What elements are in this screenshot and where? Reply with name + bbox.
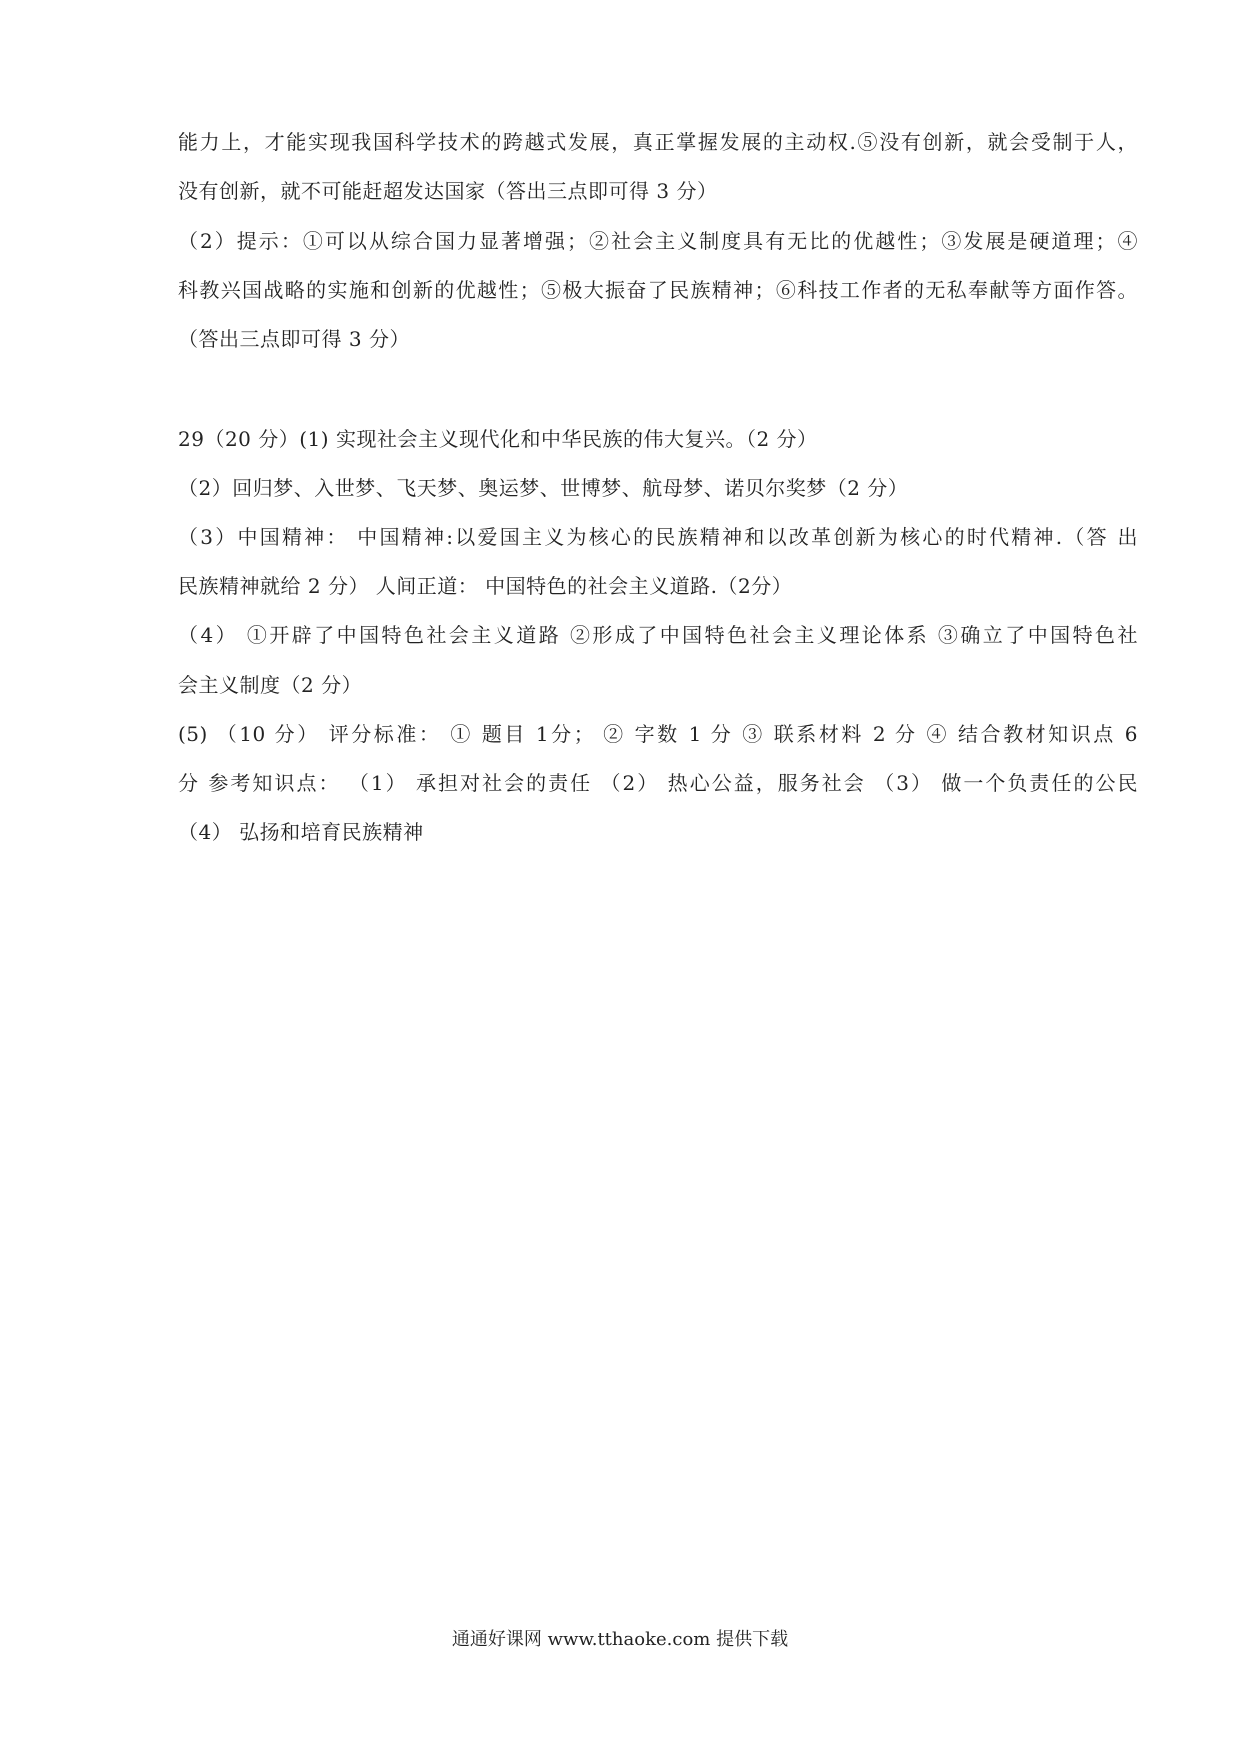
answer-line-9: 民族精神就给 2 分） 人间正道： 中国特色的社会主义道路.（2分） bbox=[178, 574, 793, 598]
answer-line-8: （3）中国精神： 中国精神:以爱国主义为核心的民族精神和以改革创新为核心的时代精神.（答 出 bbox=[178, 525, 1138, 549]
answer-line-1: 能力上，才能实现我国科学技术的跨越式发展，真正掌握发展的主动权.⑤没有创新，就会受制于人， bbox=[178, 130, 1138, 154]
answer-line-5: （答出三点即可得 3 分） bbox=[178, 327, 410, 351]
answer-line-2: 没有创新，就不可能赶超发达国家（答出三点即可得 3 分） bbox=[178, 179, 718, 203]
answer-line-14: （4） 弘扬和培育民族精神 bbox=[178, 820, 424, 844]
answer-line-7: （2）回归梦、入世梦、飞天梦、奥运梦、世博梦、航母梦、诺贝尔奖梦（2 分） bbox=[178, 476, 909, 500]
answer-line-13: 分 参考知识点： （1） 承担对社会的责任 （2） 热心公益，服务社会 （3） 做一个负责任的公民 bbox=[178, 771, 1138, 795]
answer-line-10: （4） ①开辟了中国特色社会主义道路 ②形成了中国特色社会主义理论体系 ③确立了中国特色社 bbox=[178, 623, 1138, 647]
answer-line-12: (5) （10 分） 评分标准： ① 题目 1分； ② 字数 1 分 ③ 联系材料 2 分 ④ 结合教材知识点 6 bbox=[178, 722, 1138, 746]
answer-line-11: 会主义制度（2 分） bbox=[178, 673, 363, 697]
answer-line-3: （2）提示：①可以从综合国力显著增强；②社会主义制度具有无比的优越性；③发展是硬道理；④ bbox=[178, 229, 1138, 253]
page-footer: 通通好课网 www.tthaoke.com 提供下载 bbox=[451, 1629, 789, 1650]
question-29-heading: 29（20 分）(1) 实现社会主义现代化和中华民族的伟大复兴。（2 分） bbox=[178, 427, 818, 451]
answer-line-4: 科教兴国战略的实施和创新的优越性；⑤极大振奋了民族精神；⑥科技工作者的无私奉献等方面作答。 bbox=[178, 278, 1138, 302]
